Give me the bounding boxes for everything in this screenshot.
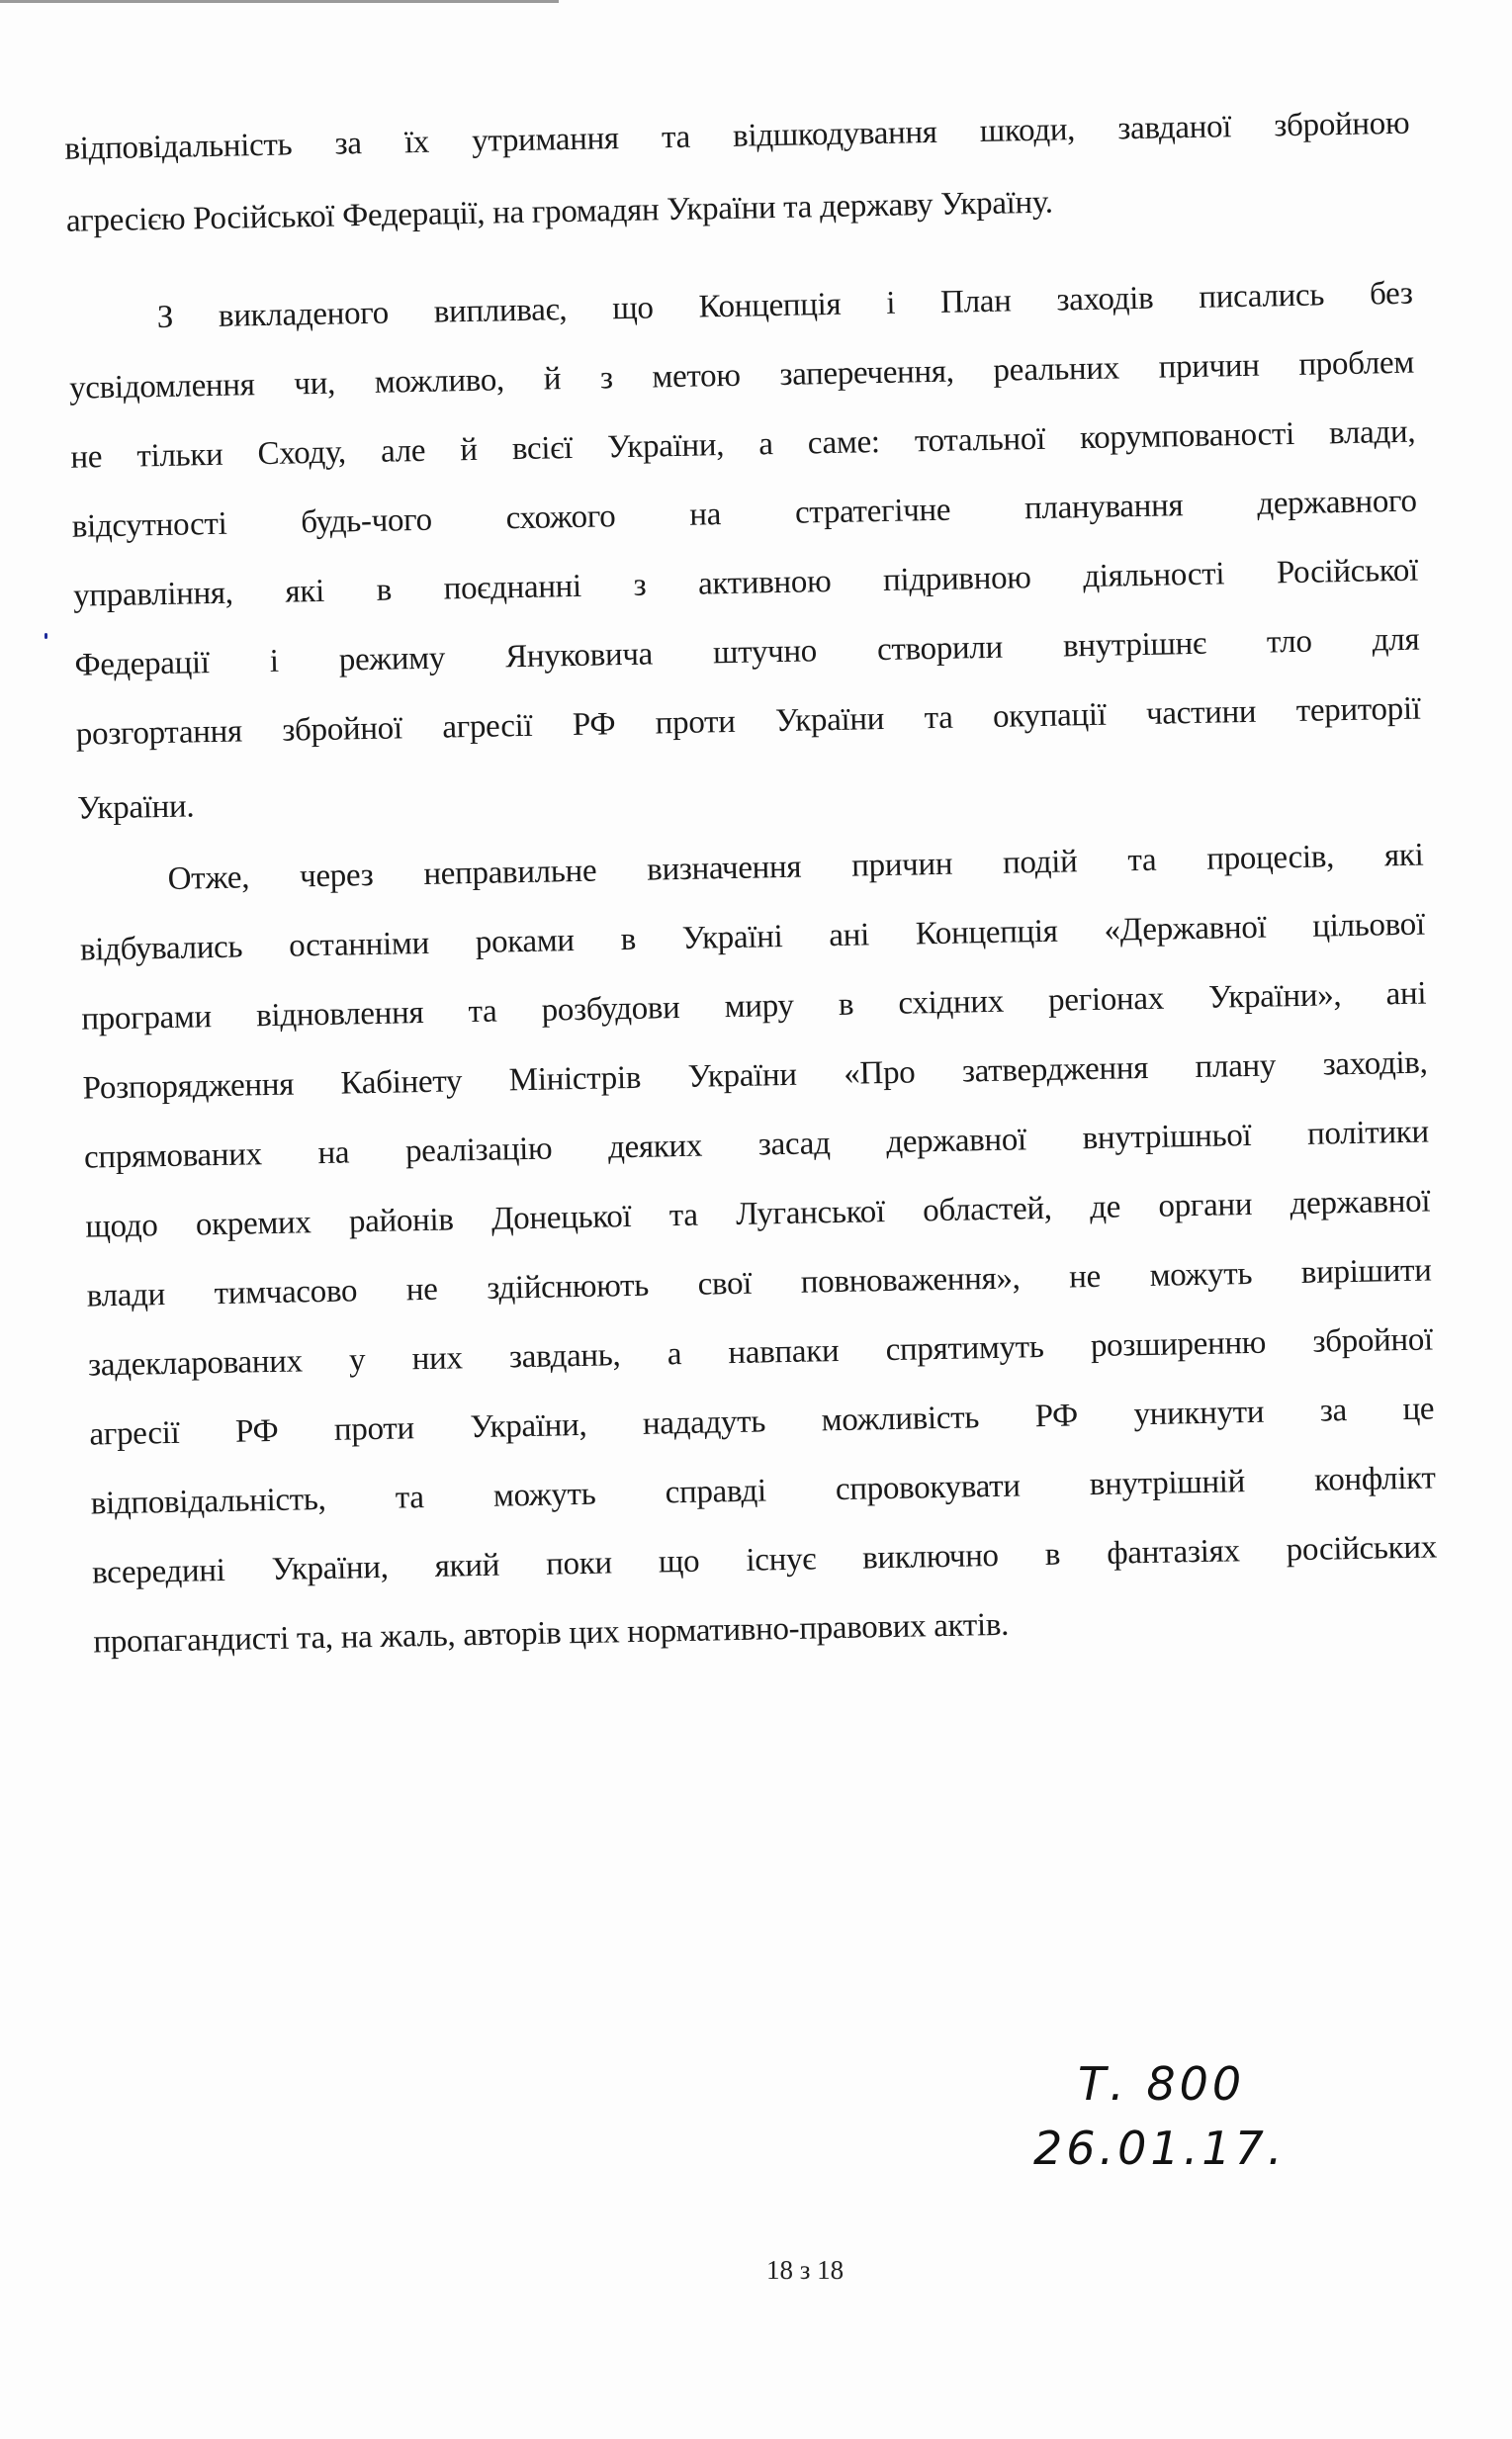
text-line: відповідальність, та можуть справді спровокувати внутрішній конфлікт (90, 1460, 1436, 1522)
handwritten-note-line-2: 26.01.17. (1033, 2122, 1287, 2175)
text-line: України. (76, 788, 195, 827)
text-line: спрямованих на реалізацію деяких засад державної внутрішньої політики (83, 1114, 1430, 1176)
text-line: усвідомлення чи, можливо, й з метою заперечення, реальних причин проблем (68, 344, 1415, 406)
text-line: розгортання збройної агресії РФ проти України та окупації частини території (75, 690, 1421, 753)
text-line: не тільки Сходу, але й всієї України, а саме: тотальної корумпованості влади, (70, 413, 1416, 476)
page-number: 18 з 18 (766, 2255, 845, 2285)
text-line: агресії РФ проти України, нададуть можливість РФ уникнути за це (89, 1391, 1435, 1453)
text-line: Розпорядження Кабінету Міністрів України «Про затвердження плану заходів, (82, 1044, 1428, 1107)
text-line: відбувались останніми роками в Україні ані Концепція «Державної цільової (79, 906, 1426, 968)
text-line: пропагандисті та, на жаль, авторів цих нормативно-правових актів. (93, 1606, 1010, 1661)
scan-edge (0, 0, 559, 3)
text-line: відповідальність за їх утримання та відшкодування шкоди, завданої збройною (64, 105, 1410, 167)
handwritten-note-line-1: Т. 800 (1078, 2057, 1246, 2111)
text-line: З викладеного випливає, що Концепція і План заходів писались без (156, 275, 1413, 336)
text-line: задекларованих у них завдань, а навпаки спрятимуть розширенню збройної (87, 1321, 1434, 1384)
text-line: Федерації і режиму Януковича штучно створили внутрішнє тло для (74, 621, 1420, 683)
text-line: всередині України, який поки що існує виключно в фантазіях російських (91, 1529, 1438, 1591)
text-line: Отже, через неправильне визначення причин подій та процесів, які (167, 837, 1424, 897)
text-line: щодо окремих районів Донецької та Луганської областей, де органи державної (85, 1183, 1431, 1245)
text-line: відсутності будь-чого схожого на стратегічне планування державного (71, 483, 1417, 545)
text-line: агресією Російської Федерації, на громадян України та державу Україну. (65, 184, 1054, 239)
text-line: програми відновлення та розбудови миру в східних регіонах України», ані (81, 975, 1427, 1038)
text-line: управління, які в поєднанні з активною підривною діяльності Російської (72, 552, 1419, 614)
text-line: влади тимчасово не здійснюють свої повноваження», не можуть вирішити (86, 1252, 1432, 1314)
